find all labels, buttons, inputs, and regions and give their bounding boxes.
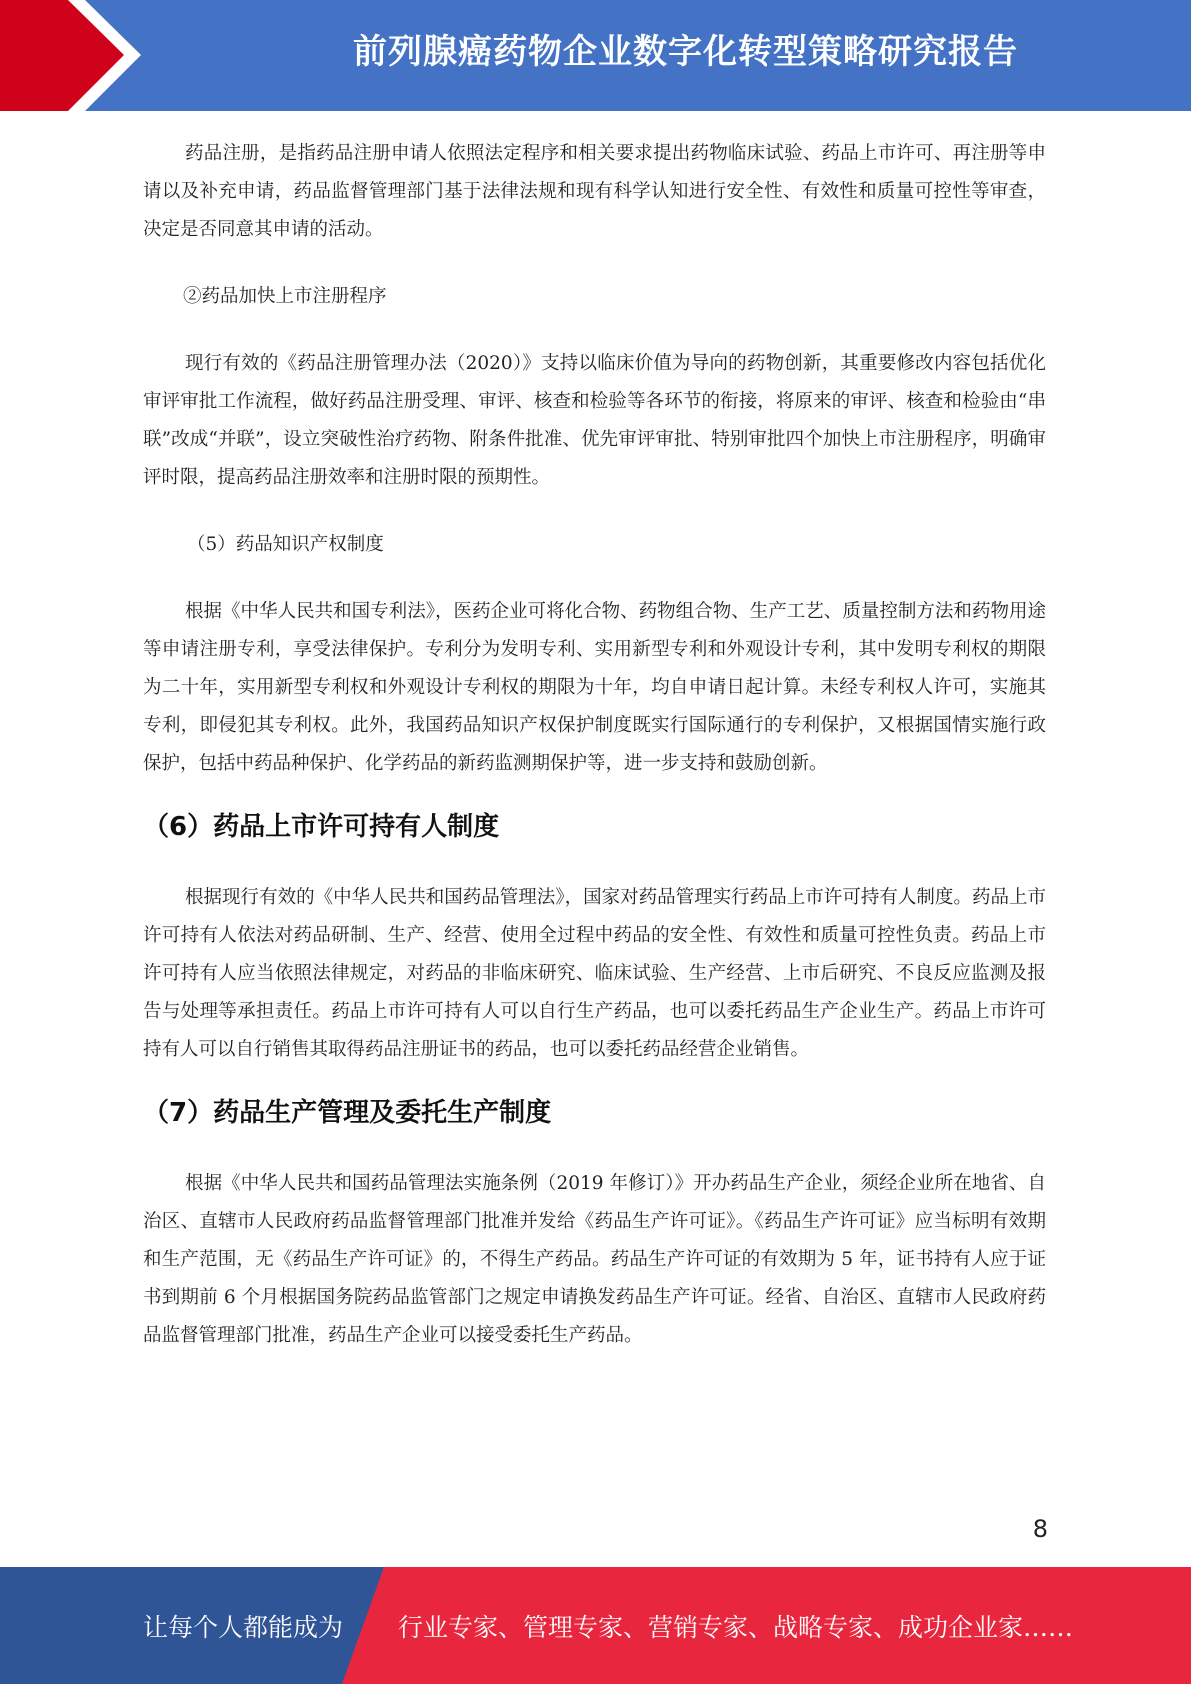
paragraph-patent-law: 根据《中华人民共和国专利法》，医药企业可将化合物、药物组合物、生产工艺、质量控制方法和药物用途等申请注册专利，享受法律保护。专利分为发明专利、实用新型专利和外观设计专利，其中发明专利权的期限为二十年，实用新型专利权和外观设计专利权的期限为十年，均自申请日起计算。未经专利权人许可，实施其专利，即侵犯其专利权。此外，我国药品知识产权保护制度既实行国际通行的专利保护，又根据国情实施行政保护，包括中药品种保护、化学药品的新药监测期保护等，进一步支持和鼓励创新。 [143, 601, 1046, 774]
document-body [143, 135, 1046, 1384]
report-title: 前列腺癌药物企业数字化转型策略研究报告 [353, 32, 1018, 72]
paragraph-mah-system: 根据现行有效的《中华人民共和国药品管理法》，国家对药品管理实行药品上市许可持有人制度。药品上市许可持有人依法对药品研制、生产、经营、使用全过程中药品的安全性、有效性和质量可控性负责。药品上市许可持有人应当依照法律规定，对药品的非临床研究、临床试验、生产经营、上市后研究、不良反应监测及报告与处理等承担责任。药品上市许可持有人可以自行生产药品，也可以委托药品生产企业生产。药品上市许可持有人可以自行销售其取得药品注册证书的药品，也可以委托药品经营企业销售。 [143, 887, 1046, 1060]
page-header [0, 0, 1191, 111]
page-number: 8 [1032, 1515, 1048, 1543]
footer-slogan-left: 让每个人都能成为 [143, 1613, 344, 1642]
subheading-accelerated-registration: ②药品加快上市注册程序 [183, 286, 387, 307]
subheading-ip-system: （5）药品知识产权制度 [187, 534, 384, 555]
footer-slogan-right: 行业专家、管理专家、营销专家、战略专家、成功企业家…… [398, 1613, 1074, 1642]
section-heading-mah-system: （6）药品上市许可持有人制度 [143, 812, 500, 842]
red-chevron-decoration [0, 0, 150, 111]
section-heading-production-management: （7）药品生产管理及委托生产制度 [143, 1098, 552, 1128]
page-footer [0, 1567, 1191, 1684]
paragraph-registration-measures: 现行有效的《药品注册管理办法（2020）》支持以临床价值为导向的药物创新，其重要修改内容包括优化审评审批工作流程，做好药品注册受理、审评、核查和检验等各环节的衔接，将原来的审评、核查和检验由“串联”改成“并联”，设立突破性治疗药物、附条件批准、优先审评审批、特别审批四个加快上市注册程序，明确审评时限，提高药品注册效率和注册时限的预期性。 [143, 353, 1046, 488]
paragraph-drug-registration: 药品注册，是指药品注册申请人依照法定程序和相关要求提出药物临床试验、药品上市许可、再注册等申请以及补充申请，药品监督管理部门基于法律法规和现有科学认知进行安全性、有效性和质量可控性等审查，决定是否同意其申请的活动。 [143, 143, 1046, 240]
paragraph-production-license: 根据《中华人民共和国药品管理法实施条例（2019 年修订）》开办药品生产企业，须经企业所在地省、自治区、直辖市人民政府药品监督管理部门批准并发给《药品生产许可证》。《药品生产许可证》应当标明有效期和生产范围，无《药品生产许可证》的，不得生产药品。药品生产许可证的有效期为 5 年，证书持有人应于证书到期前 6 个月根据国务院药品监管部门之规定申请换发药品生产许可证。经省、自治区、直辖市人民政府药品监督管理部门批准，药品生产企业可以接受委托生产药品。 [143, 1173, 1046, 1346]
